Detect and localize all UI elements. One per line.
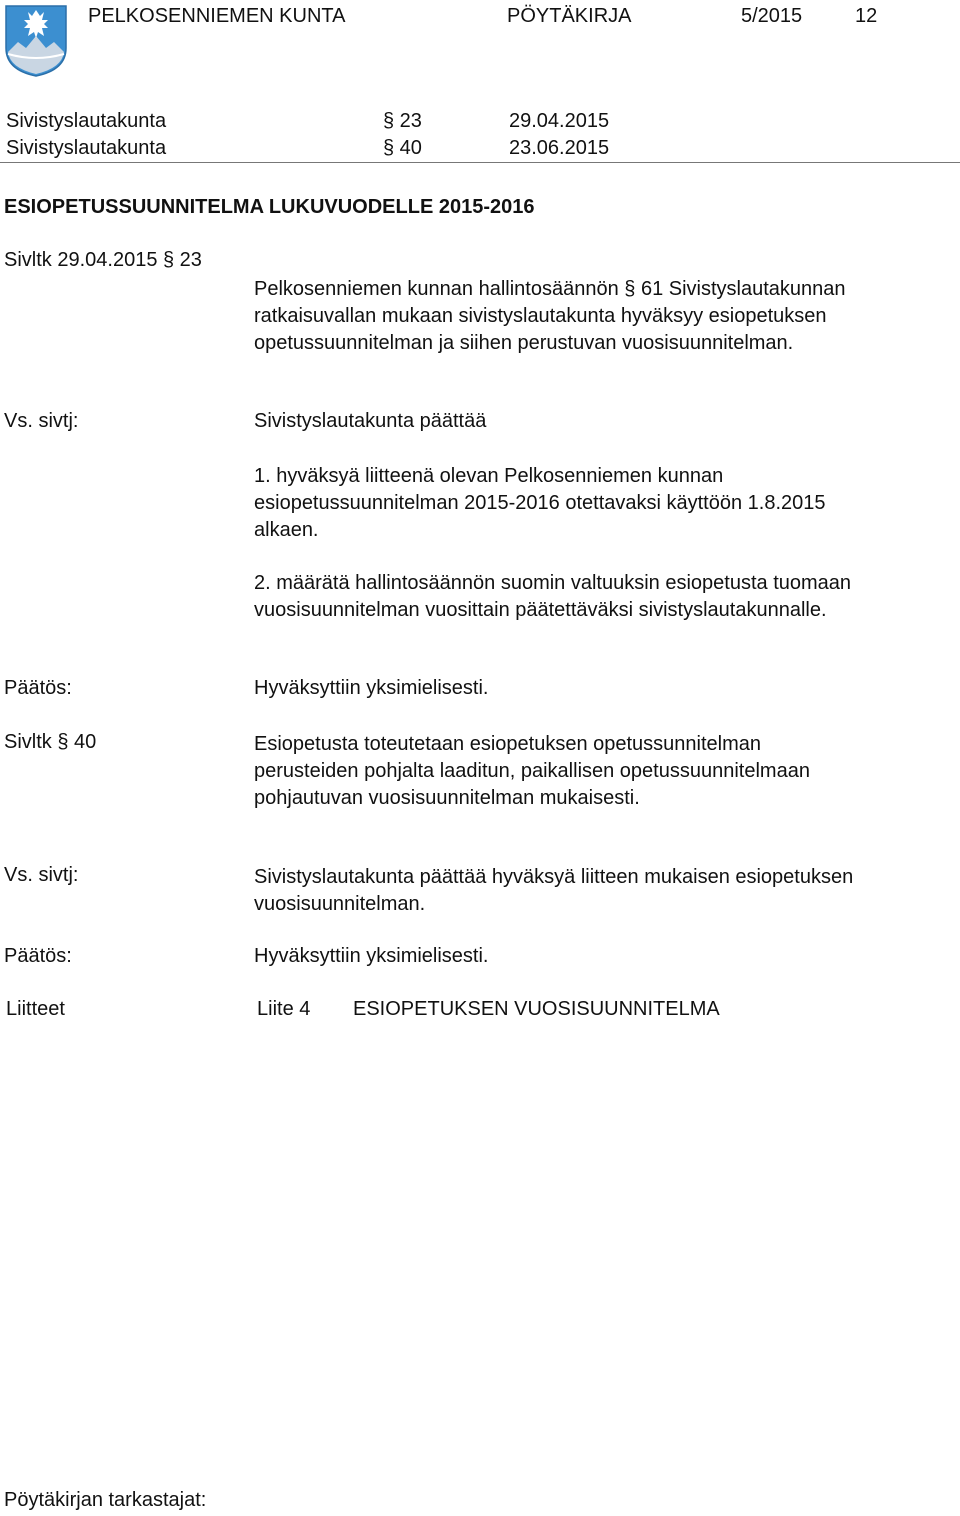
second-meeting-line: Esiopetusta toteutetaan esiopetuksen opetussunnitelman <box>254 733 762 755</box>
meeting-reference-1: Sivltk 29.04.2015 § 23 <box>4 249 202 271</box>
proposal-text-2-line: Sivistyslautakunta päättää hyväksyä liitteen mukaisen esiopetuksen <box>254 866 854 888</box>
decision-label-1: Päätös: <box>4 677 72 699</box>
header-document-number: 5/2015 <box>741 5 803 27</box>
proposal-item-2-line: vuosisuunnitelman vuosittain päätettäväksi sivistyslautakunnalle. <box>254 599 827 621</box>
committee-entry-1-date: 29.04.2015 <box>509 110 610 132</box>
header-municipality: PELKOSENNIEMEN KUNTA <box>88 5 346 27</box>
second-meeting-paragraph <box>254 731 810 812</box>
intro-line: ratkaisuvallan mukaan sivistyslautakunta hyväksyy esiopetuksen <box>254 305 827 327</box>
committee-entry-2-date: 23.06.2015 <box>509 137 610 159</box>
committee-entry-1-section: § 23 <box>383 110 422 132</box>
proposal-item-2-line: 2. määrätä hallintosäännön suomin valtuuksin esiopetusta tuomaan <box>254 572 852 594</box>
header-divider <box>0 162 960 163</box>
intro-line: opetussuunnitelman ja siihen perustuvan vuosisuunnitelman. <box>254 332 794 354</box>
intro-paragraph <box>254 276 846 357</box>
proposal-item-1-line: alkaen. <box>254 519 319 541</box>
proposal-label-2: Vs. sivtj: <box>4 864 79 886</box>
committee-entry-1-body: Sivistyslautakunta <box>6 110 167 132</box>
header-page-number: 12 <box>855 5 878 27</box>
attachment-name: ESIOPETUKSEN VUOSISUUNNITELMA <box>353 998 720 1020</box>
proposal-heading-1: Sivistyslautakunta päättää <box>254 410 487 432</box>
decision-text-1: Hyväksyttiin yksimielisesti. <box>254 677 489 699</box>
proposal-text-2-line: vuosisuunnitelman. <box>254 893 426 915</box>
proposal-item-2 <box>254 570 851 624</box>
municipality-crest-logo <box>4 4 68 78</box>
reviewers-label: Pöytäkirjan tarkastajat: <box>4 1489 207 1511</box>
header-document-type: PÖYTÄKIRJA <box>507 5 632 27</box>
attachments-label: Liitteet <box>6 998 65 1020</box>
proposal-label-1: Vs. sivtj: <box>4 410 79 432</box>
document-title: ESIOPETUSSUUNNITELMA LUKUVUODELLE 2015-2016 <box>4 196 535 218</box>
second-meeting-line: perusteiden pohjalta laaditun, paikallisen opetussuunnitelmaan <box>254 760 810 782</box>
attachment-id: Liite 4 <box>257 998 311 1020</box>
committee-entry-2-body: Sivistyslautakunta <box>6 137 167 159</box>
proposal-item-1-line: esiopetussuunnitelman 2015-2016 otettavaksi käyttöön 1.8.2015 <box>254 492 826 514</box>
proposal-item-1-line: 1. hyväksyä liitteenä olevan Pelkosenniemen kunnan <box>254 465 724 487</box>
decision-text-2: Hyväksyttiin yksimielisesti. <box>254 945 489 967</box>
proposal-text-2 <box>254 864 853 918</box>
second-meeting-line: pohjautuvan vuosisuunnitelman mukaisesti. <box>254 787 640 809</box>
decision-label-2: Päätös: <box>4 945 72 967</box>
intro-line: Pelkosenniemen kunnan hallintosäännön § 61 Sivistyslautakunnan <box>254 278 846 300</box>
meeting-reference-2: Sivltk § 40 <box>4 731 97 753</box>
proposal-item-1 <box>254 463 826 544</box>
committee-entry-2-section: § 40 <box>383 137 422 159</box>
